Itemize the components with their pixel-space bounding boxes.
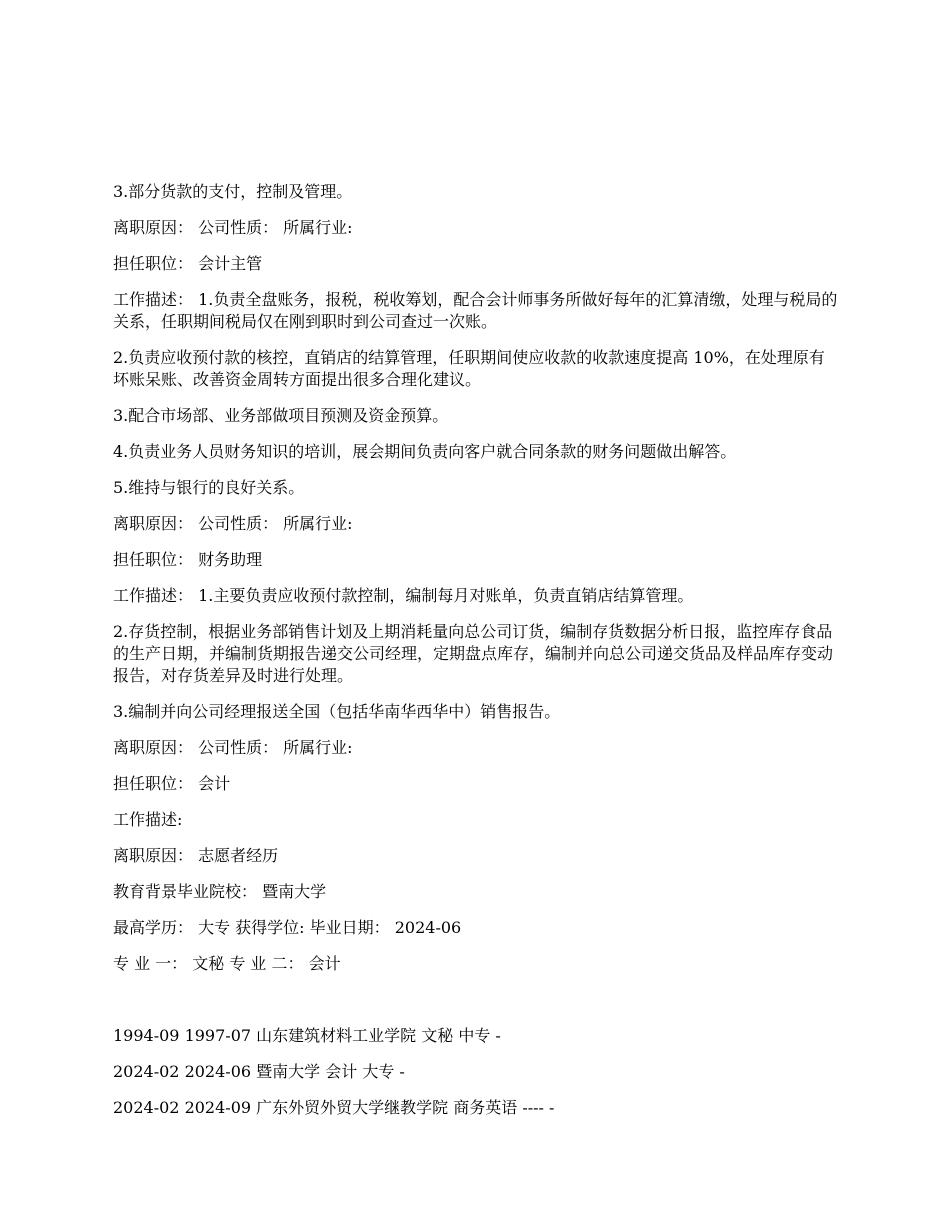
paragraph: 离职原因： 公司性质： 所属行业: [113, 514, 353, 533]
paragraph: 3.编制并向公司经理报送全国（包括华南华西华中）销售报告。 [113, 702, 561, 721]
paragraph: 专 业 一： 文秘 专 业 二： 会计 [113, 954, 341, 973]
education-row: 1994-09 1997-07 山东建筑材料工业学院 文秘 中专 - [113, 1026, 501, 1045]
paragraph: 3.部分货款的支付，控制及管理。 [113, 182, 353, 201]
paragraph: 4.负责业务人员财务知识的培训，展会期间负责向客户就合同条款的财务问题做出解答。 [113, 442, 737, 461]
paragraph: 担任职位： 会计 [113, 774, 231, 793]
paragraph: 担任职位： 财务助理 [113, 550, 263, 569]
paragraph: 离职原因： 公司性质： 所属行业: [113, 218, 353, 237]
paragraph: 3.配合市场部、业务部做项目预测及资金预算。 [113, 406, 449, 425]
paragraph: 2.存货控制，根据业务部销售计划及上期消耗量向总公司订货，编制存货数据分析日报，监控库存食品的生产日期，并编制货期报告递交公司经理，定期盘点库存，编制并向总公司递交货品及样品库存变动报告，对存货差异及时进行处理。 [113, 622, 834, 685]
paragraph: 工作描述： 1.负责全盘账务，报税，税收筹划，配合会计师事务所做好每年的汇算清缴，处理与税局的关系，任职期间税局仅在刚到职时到公司查过一次账。 [113, 290, 838, 331]
paragraph: 离职原因： 志愿者经历 [113, 846, 279, 865]
paragraph: 工作描述: [113, 810, 183, 829]
paragraph: 最高学历： 大专 获得学位: 毕业日期： 2024-06 [113, 918, 462, 937]
resume-document-body [113, 181, 839, 1133]
education-row: 2024-02 2024-06 暨南大学 会计 大专 - [113, 1062, 405, 1081]
education-row: 2024-02 2024-09 广东外贸外贸大学继教学院 商务英语 ---- - [113, 1098, 555, 1117]
paragraph: 离职原因： 公司性质： 所属行业: [113, 738, 353, 757]
paragraph: 2.负责应收预付款的核控，直销店的结算管理，任职期间使应收款的收款速度提高 10%，在处理原有坏账呆账、改善资金周转方面提出很多合理化建议。 [113, 348, 825, 389]
paragraph: 担任职位： 会计主管 [113, 254, 263, 273]
section-spacer [113, 989, 839, 1025]
paragraph: 工作描述： 1.主要负责应收预付款控制，编制每月对账单，负责直销店结算管理。 [113, 586, 694, 605]
paragraph: 教育背景毕业院校： 暨南大学 [113, 882, 327, 901]
paragraph: 5.维持与银行的良好关系。 [113, 478, 305, 497]
